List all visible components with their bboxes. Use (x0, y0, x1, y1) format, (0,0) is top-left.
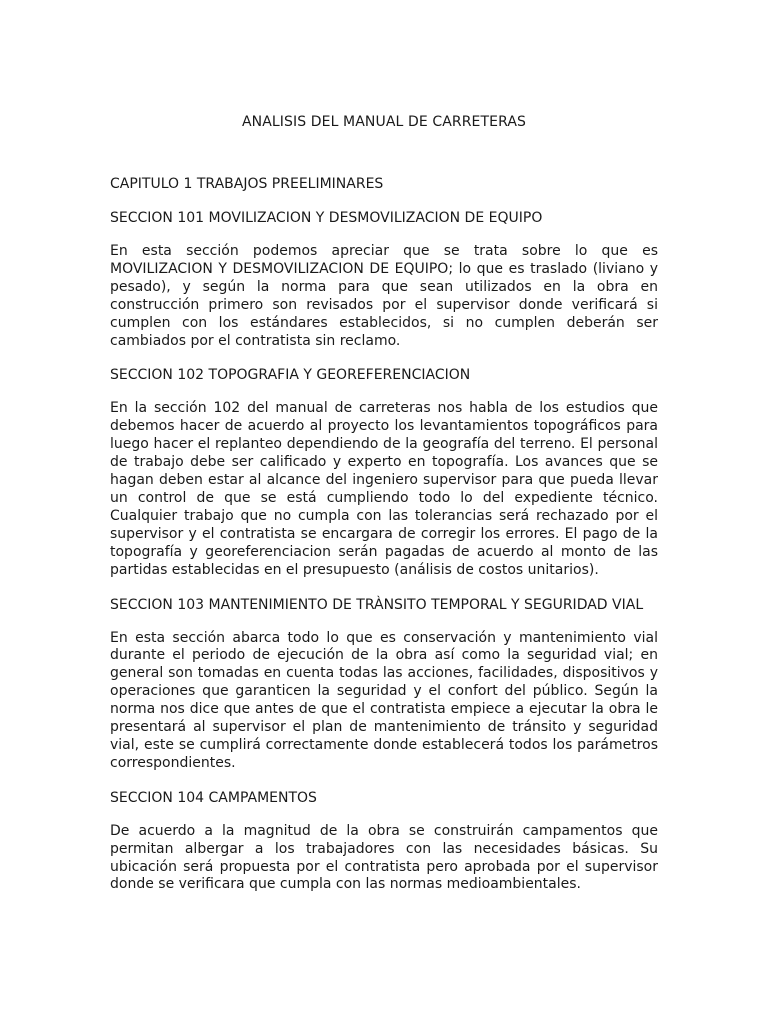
section-body: De acuerdo a la magnitud de la obra se construirán campamentos que permitan albergar a los trabajadores con las necesidades básicas. Su ubicación será propuesta por el contratista pero aprobada por el supervisor donde se verificara que cumpla con las normas medioambientales. (110, 822, 658, 893)
section-heading: SECCION 101 MOVILIZACION Y DESMOVILIZACION DE EQUIPO (110, 210, 543, 226)
section-104 (110, 789, 658, 895)
section-body: En la sección 102 del manual de carreteras nos habla de los estudios que debemos hacer de acuerdo al proyecto los levantamientos topográficos para luego hacer el replanteo dependiendo de la geografía del terreno. El personal de trabajo debe ser calificado y experto en topografía. Los avances que se hagan deben estar al alcance del ingeniero supervisor para que pueda llevar un control de que se está cumpliendo todo lo del expediente técnico. Cualquier trabajo que no cumpla con las tolerancias será rechazado por el supervisor y el contratista se encargara de corregir los errores. El pago de la topografía y georeferenciacion serán pagadas de acuerdo al monto de las partidas establecidas en el presupuesto (análisis de costos unitarios). (110, 400, 658, 578)
section-heading: SECCION 104 CAMPAMENTOS (110, 789, 317, 806)
section-103 (110, 596, 658, 773)
section-body: En esta sección abarca todo lo que es conservación y mantenimiento vial durante el periodo de ejecución de la obra así como la seguridad vial; en general son tomadas en cuenta todas las acciones, facilidades, dispositivos y operaciones que garanticen la seguridad y el confort del público. Según la norma nos dice que antes de que el contratista empiece a ejecutar la obra le presentará al supervisor el plan de mantenimiento de tránsito y seguridad vial, este se cumplirá correctamente donde establecerá todos los parámetros correspondientes. (110, 629, 658, 771)
document-title: ANALISIS DEL MANUAL DE CARRETERAS (241, 114, 527, 130)
chapter-heading: CAPITULO 1 TRABAJOS PREELIMINARES (110, 176, 384, 192)
section-body: En esta sección podemos apreciar que se trata sobre lo que es MOVILIZACION Y DESMOVILIZACION DE EQUIPO; lo que es traslado (liviano y pesado), y según la norma para que sean utilizados en la obra en construcción primero son revisados por el supervisor donde verificará si cumplen con los estándares establecidos, si no cumplen deberán ser cambiados por el contratista sin reclamo. (110, 243, 658, 349)
section-heading: SECCION 102 TOPOGRAFIA Y GEOREFERENCIACION (110, 367, 471, 384)
section-heading: SECCION 103 MANTENIMIENTO DE TRÀNSITO TEMPORAL Y SEGURIDAD VIAL (110, 596, 644, 613)
section-101 (110, 209, 658, 350)
section-102 (110, 366, 658, 579)
